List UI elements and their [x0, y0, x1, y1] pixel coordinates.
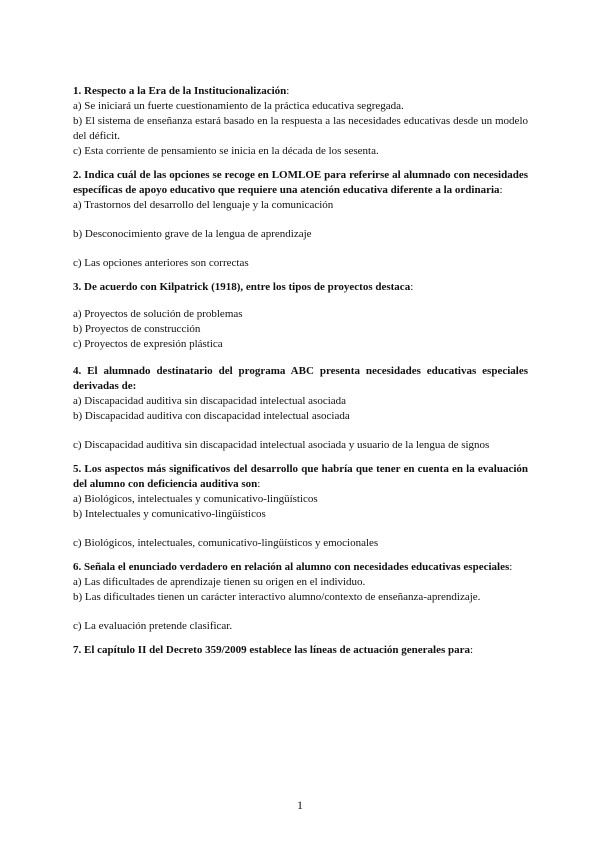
question-2-option-b: b) Desconocimiento grave de la lengua de aprendizaje: [73, 228, 312, 240]
question-6-option-c: c) La evaluación pretende clasificar.: [73, 620, 233, 632]
question-1-title: 1. Respecto a la Era de la Institucionalización:: [73, 85, 290, 97]
question-4: [73, 364, 528, 453]
question-2-option-a: a) Trastornos del desarrollo del lenguaje y la comunicación: [73, 199, 334, 211]
question-6-title: 6. Señala el enunciado verdadero en relación al alumno con necesidades educativas especiales:: [73, 561, 513, 573]
question-2-title: 2. Indica cuál de las opciones se recoge en LOMLOE para referirse al alumnado con necesidades específicas de apoyo educativo que requiere una atención educativa diferente a la ordinaria:: [73, 169, 528, 196]
question-5-option-a: a) Biológicos, intelectuales y comunicativo-lingüísticos: [73, 493, 318, 505]
question-4-title: 4. El alumnado destinatario del programa ABC presenta necesidades educativas especiales derivadas de:: [73, 365, 528, 392]
question-7: [73, 643, 528, 658]
question-6-option-b: b) Las dificultades tienen un carácter interactivo alumno/contexto de enseñanza-aprendizaje.: [73, 591, 481, 603]
question-3-option-b: b) Proyectos de construcción: [73, 323, 201, 335]
question-2-option-c: c) Las opciones anteriores son correctas: [73, 257, 249, 269]
question-1-option-c: c) Esta corriente de pensamiento se inicia en la década de los sesenta.: [73, 145, 379, 157]
question-4-option-c: c) Discapacidad auditiva sin discapacidad intelectual asociada y usuario de la lengua de signos: [73, 439, 490, 451]
question-6-option-a: a) Las dificultades de aprendizaje tienen su origen en el individuo.: [73, 576, 366, 588]
question-3-title: 3. De acuerdo con Kilpatrick (1918), entre los tipos de proyectos destaca:: [73, 281, 414, 293]
question-5-option-b: b) Intelectuales y comunicativo-lingüísticos: [73, 508, 266, 520]
question-6: [73, 560, 528, 634]
question-7-title: 7. El capítulo II del Decreto 359/2009 establece las líneas de actuación generales para:: [73, 644, 474, 656]
question-4-option-a: a) Discapacidad auditiva sin discapacidad intelectual asociada: [73, 395, 347, 407]
question-5-option-c: c) Biológicos, intelectuales, comunicativo-lingüísticos y emocionales: [73, 537, 379, 549]
question-5: [73, 462, 528, 551]
question-4-option-b: b) Discapacidad auditiva con discapacidad intelectual asociada: [73, 410, 350, 422]
page-number: 1: [297, 798, 303, 812]
question-3-option-c: c) Proyectos de expresión plástica: [73, 338, 223, 350]
question-3-option-a: a) Proyectos de solución de problemas: [73, 308, 243, 320]
question-1-option-b: b) El sistema de enseñanza estará basado en la respuesta a las necesidades educativas desde un modelo del déficit.: [73, 115, 528, 142]
question-3: [73, 280, 528, 352]
question-1: [73, 84, 528, 159]
questions-list: [73, 84, 528, 658]
question-1-option-a: a) Se iniciará un fuerte cuestionamiento de la práctica educativa segregada.: [73, 100, 404, 112]
question-2: [73, 168, 528, 271]
question-5-title: 5. Los aspectos más significativos del desarrollo que habría que tener en cuenta en la evaluación del alumno con deficiencia auditiva son:: [73, 463, 528, 490]
